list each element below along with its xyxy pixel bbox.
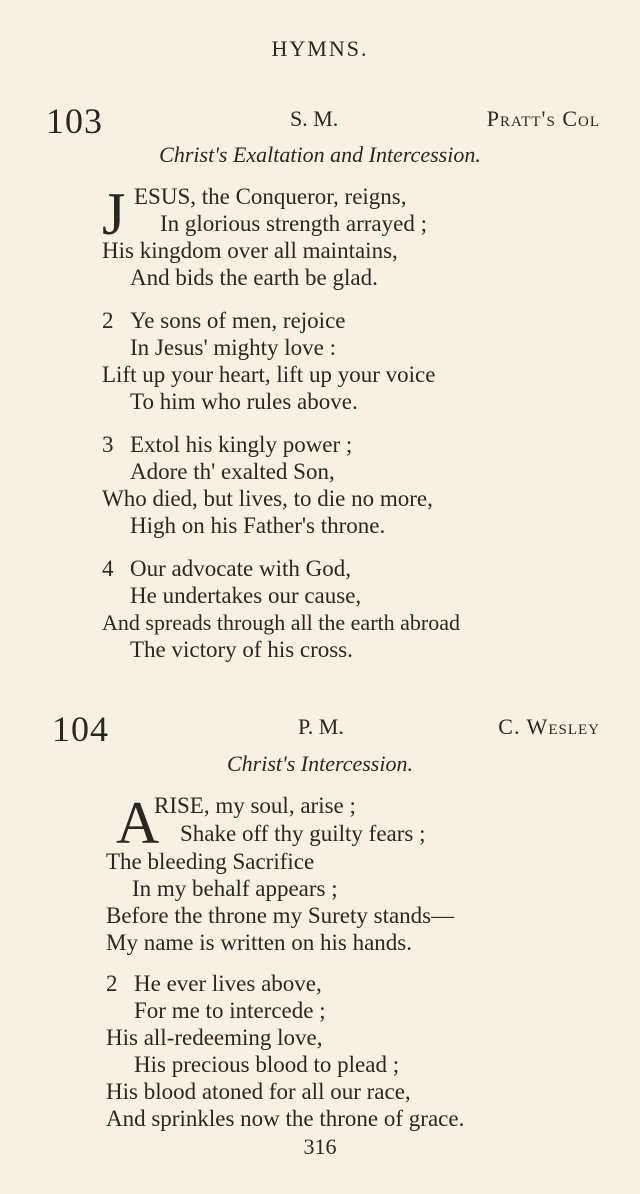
verse-line: ESUS, the Conqueror, reigns, [134, 184, 407, 209]
verse-line: In Jesus' mighty love : [130, 335, 337, 360]
verse-line: And spreads through all the earth abroad [102, 610, 460, 635]
verse-line: For me to intercede ; [134, 998, 326, 1023]
hymn-number: 104 [52, 709, 109, 749]
running-head: HYMNS. [271, 36, 369, 61]
verse-line: Before the throne my Surety stands— [106, 903, 455, 928]
verse-line: My name is written on his hands. [106, 930, 412, 955]
hymn-author: Pratt's Col [486, 106, 600, 131]
verse-line: His precious blood to plead ; [134, 1052, 400, 1077]
drop-cap: A [116, 790, 160, 856]
verse-line: To him who rules above. [130, 389, 358, 414]
verse-line: High on his Father's throne. [130, 513, 386, 538]
verse-line: Lift up your heart, lift up your voice [102, 362, 436, 387]
drop-cap: J [102, 181, 126, 247]
verse-line: The victory of his cross. [130, 637, 353, 662]
hymn-author: C. Wesley [498, 714, 600, 739]
stanza-number: 2 [106, 971, 118, 996]
verse-line: Our advocate with God, [130, 556, 351, 581]
verse-line: RISE, my soul, arise ; [154, 793, 356, 818]
page-number: 316 [303, 1134, 337, 1159]
stanza-number: 2 [102, 308, 114, 333]
verse-line: Extol his kingly power ; [130, 432, 353, 457]
hymn-title: Christ's Exaltation and Intercession. [159, 142, 481, 167]
stanza-number: 3 [102, 432, 114, 457]
verse-line: In my behalf appears ; [132, 876, 338, 901]
hymn-header [0, 708, 640, 748]
verse-line: In glorious strength arrayed ; [160, 211, 427, 236]
verse-line: He undertakes our cause, [130, 583, 362, 608]
verse-line: His kingdom over all maintains, [102, 238, 398, 263]
verse-line: His blood atoned for all our race, [106, 1079, 411, 1104]
hymn-meter: P. M. [298, 714, 344, 739]
verse-line: Ye sons of men, rejoice [130, 308, 346, 333]
verse-line: Adore th' exalted Son, [130, 459, 335, 484]
hymn-header [0, 100, 640, 140]
stanza-number: 4 [102, 556, 114, 581]
verse-line: And bids the earth be glad. [130, 265, 378, 290]
verse-line: Who died, but lives, to die no more, [102, 486, 433, 511]
hymn-meter: S. M. [290, 106, 339, 131]
verse-line: His all-redeeming love, [106, 1025, 323, 1050]
verse-line: Shake off thy guilty fears ; [180, 821, 426, 846]
verse-line: He ever lives above, [134, 971, 322, 996]
hymn-title: Christ's Intercession. [226, 751, 413, 776]
hymn-number: 103 [46, 101, 103, 141]
verse-line: The bleeding Sacrifice [106, 849, 315, 874]
verse-line: And sprinkles now the throne of grace. [106, 1106, 465, 1131]
